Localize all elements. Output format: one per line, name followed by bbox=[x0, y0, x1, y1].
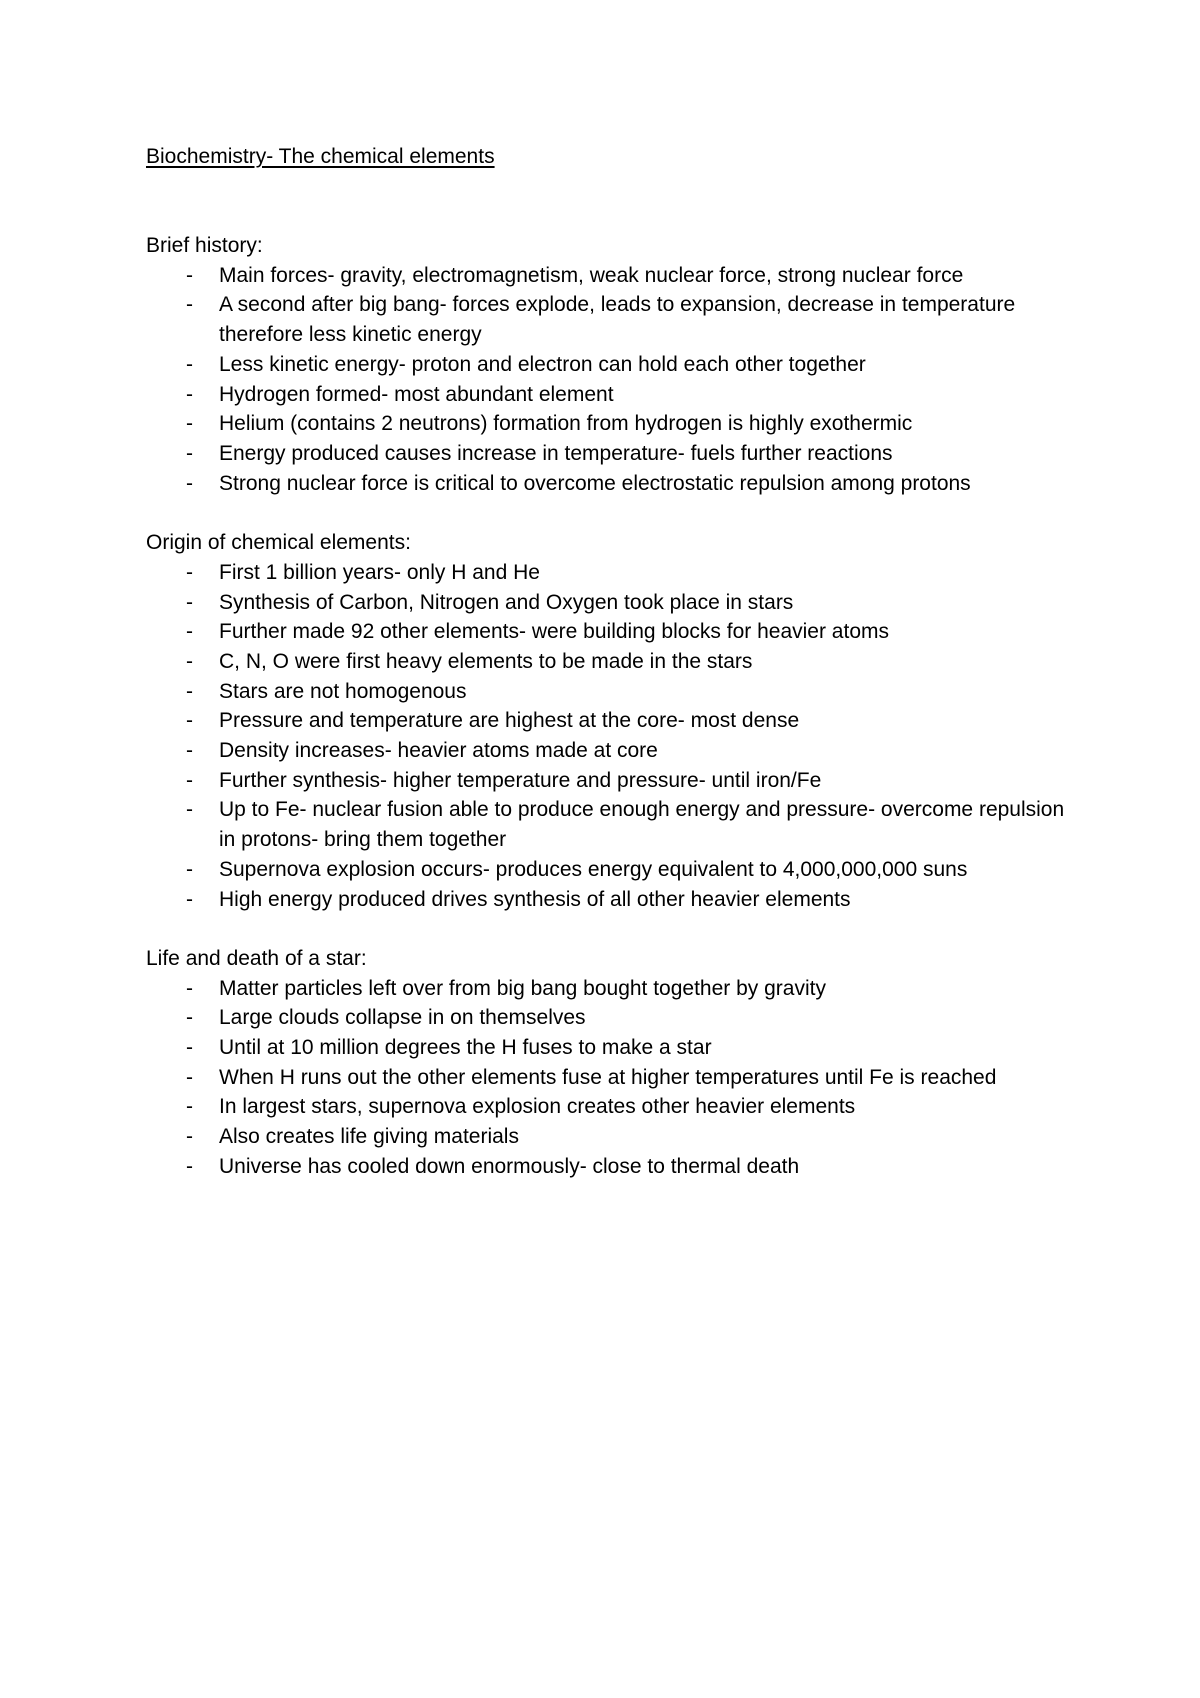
list-item bbox=[146, 706, 1086, 736]
bullet-dash: - bbox=[186, 590, 193, 614]
list-item bbox=[146, 1063, 1086, 1093]
list-item-text: Until at 10 million degrees the H fuses to make a star bbox=[219, 1036, 712, 1060]
bullet-dash: - bbox=[186, 798, 193, 822]
bullet-dash: - bbox=[186, 1006, 193, 1030]
section-heading: Origin of chemical elements: bbox=[146, 531, 411, 555]
list-item bbox=[146, 1092, 1086, 1122]
list-item bbox=[146, 588, 1086, 618]
list-item bbox=[146, 1033, 1086, 1063]
bullet-list bbox=[146, 558, 1086, 914]
bullet-dash: - bbox=[186, 620, 193, 644]
bullet-dash: - bbox=[186, 976, 193, 1000]
bullet-dash: - bbox=[186, 679, 193, 703]
title-spacer bbox=[146, 172, 1086, 231]
list-item bbox=[146, 290, 1086, 349]
list-item bbox=[146, 439, 1086, 469]
list-item bbox=[146, 974, 1086, 1004]
list-item bbox=[146, 558, 1086, 588]
bullet-list bbox=[146, 974, 1086, 1182]
bullet-dash: - bbox=[186, 382, 193, 406]
bullet-dash: - bbox=[186, 709, 193, 733]
bullet-dash: - bbox=[186, 1065, 193, 1089]
list-item-text: Universe has cooled down enormously- close to thermal death bbox=[219, 1154, 800, 1178]
bullet-dash: - bbox=[186, 887, 193, 911]
section-origin-of-elements bbox=[146, 528, 1086, 914]
list-item bbox=[146, 766, 1086, 796]
list-item-text: Pressure and temperature are highest at the core- most dense bbox=[219, 709, 800, 733]
list-item-text: Up to Fe- nuclear fusion able to produce enough energy and pressure- overcome repulsion in protons- bring them together bbox=[219, 798, 1065, 852]
list-item bbox=[146, 677, 1086, 707]
list-item bbox=[146, 350, 1086, 380]
list-item-text: Further synthesis- higher temperature and pressure- until iron/Fe bbox=[219, 768, 822, 792]
list-item-text: Less kinetic energy- proton and electron can hold each other together bbox=[219, 352, 866, 376]
bullet-dash: - bbox=[186, 263, 193, 287]
list-item-text: Main forces- gravity, electromagnetism, weak nuclear force, strong nuclear force bbox=[219, 263, 964, 287]
section-heading: Brief history: bbox=[146, 234, 263, 258]
bullet-dash: - bbox=[186, 739, 193, 763]
list-item bbox=[146, 647, 1086, 677]
bullet-dash: - bbox=[186, 442, 193, 465]
list-item bbox=[146, 409, 1086, 439]
bullet-dash: - bbox=[186, 649, 193, 673]
bullet-dash: - bbox=[186, 1095, 193, 1119]
list-item bbox=[146, 795, 1086, 854]
list-item-text: Also creates life giving materials bbox=[219, 1125, 519, 1149]
section-life-and-death-of-star bbox=[146, 944, 1086, 1182]
list-item-text: High energy produced drives synthesis of all other heavier elements bbox=[219, 887, 851, 911]
list-item bbox=[146, 1122, 1086, 1152]
list-item-text: Supernova explosion occurs- produces energy equivalent to 4,000,000,000 suns bbox=[219, 857, 968, 881]
bullet-dash: - bbox=[186, 293, 193, 317]
bullet-dash: - bbox=[186, 1125, 193, 1149]
list-item bbox=[146, 380, 1086, 410]
bullet-dash: - bbox=[186, 471, 193, 495]
bullet-list bbox=[146, 261, 1086, 499]
list-item-text: Matter particles left over from big bang bought together by gravity bbox=[219, 976, 826, 1000]
section-spacer bbox=[146, 498, 1086, 528]
list-item bbox=[146, 1152, 1086, 1182]
list-item-text: A second after big bang- forces explode, leads to expansion, decrease in temperature therefore less kinetic energy bbox=[219, 293, 1016, 347]
list-item bbox=[146, 617, 1086, 647]
list-item bbox=[146, 736, 1086, 766]
list-item-text: Hydrogen formed- most abundant element bbox=[219, 382, 614, 406]
document-title: Biochemistry- The chemical elements bbox=[146, 145, 495, 168]
list-item-text: Strong nuclear force is critical to overcome electrostatic repulsion among protons bbox=[219, 471, 971, 495]
section-spacer bbox=[146, 914, 1086, 944]
list-item-text: Stars are not homogenous bbox=[219, 679, 467, 703]
bullet-dash: - bbox=[186, 857, 193, 881]
bullet-dash: - bbox=[186, 560, 193, 584]
bullet-dash: - bbox=[186, 1154, 193, 1178]
list-item bbox=[146, 855, 1086, 885]
list-item-text: Synthesis of Carbon, Nitrogen and Oxygen took place in stars bbox=[219, 590, 794, 614]
bullet-dash: - bbox=[186, 412, 193, 436]
list-item-text: Energy produced causes increase in temperature- fuels further reactions bbox=[219, 442, 893, 465]
list-item-text: C, N, O were first heavy elements to be made in the stars bbox=[219, 649, 753, 673]
document-page bbox=[146, 142, 1086, 1182]
list-item-text: Further made 92 other elements- were building blocks for heavier atoms bbox=[219, 620, 889, 644]
list-item bbox=[146, 261, 1086, 291]
list-item-text: When H runs out the other elements fuse at higher temperatures until Fe is reached bbox=[219, 1065, 997, 1089]
list-item-text: In largest stars, supernova explosion creates other heavier elements bbox=[219, 1095, 856, 1119]
list-item-text: Large clouds collapse in on themselves bbox=[219, 1006, 586, 1030]
list-item bbox=[146, 885, 1086, 915]
bullet-dash: - bbox=[186, 768, 193, 792]
list-item bbox=[146, 1003, 1086, 1033]
section-heading: Life and death of a star: bbox=[146, 946, 367, 970]
list-item-text: First 1 billion years- only H and He bbox=[219, 560, 540, 584]
bullet-dash: - bbox=[186, 1036, 193, 1060]
section-brief-history bbox=[146, 231, 1086, 498]
list-item-text: Density increases- heavier atoms made at core bbox=[219, 739, 658, 763]
list-item bbox=[146, 469, 1086, 499]
bullet-dash: - bbox=[186, 352, 193, 376]
list-item-text: Helium (contains 2 neutrons) formation from hydrogen is highly exothermic bbox=[219, 412, 913, 436]
